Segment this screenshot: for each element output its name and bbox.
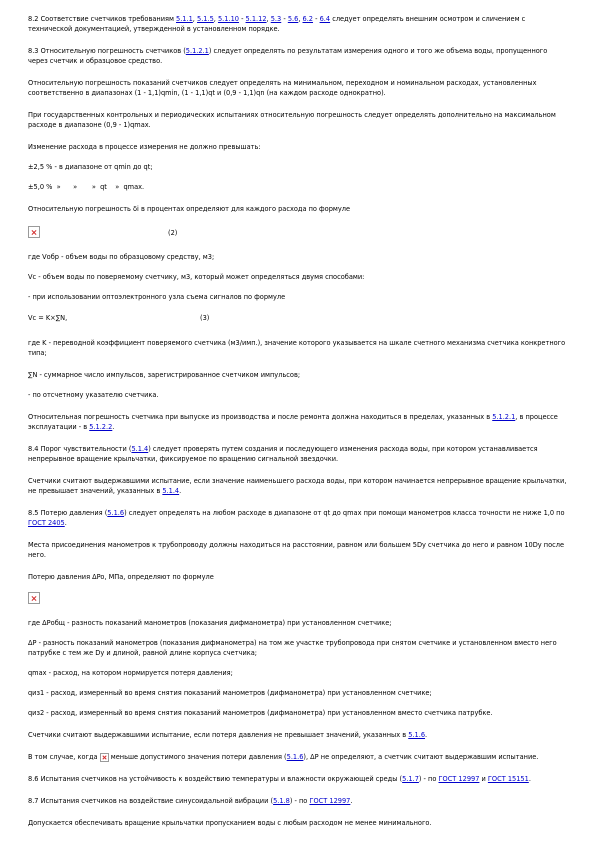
paragraph-v-obr: где Vобр - объем воды по образцовому средству, м3;: [28, 253, 215, 261]
link-5-1-8[interactable]: 5.1.8: [273, 797, 290, 805]
paragraph-tolerance-2: ±5,0 % » » » qt » qmax.: [28, 183, 145, 191]
link-gost-12997[interactable]: ГОСТ 12997: [438, 775, 480, 783]
link-5-1-1[interactable]: 5.1.1: [176, 15, 193, 23]
formula-2-row: [28, 226, 568, 240]
paragraph-v-c: Vc - объем воды по поверяемому счетчику, м3, который может определяться двумя способами:: [28, 273, 365, 281]
paragraph-tolerance-1: ±2,5 % - в диапазоне от qmin до qt;: [28, 163, 153, 171]
link-5-1-4[interactable]: 5.1.4: [131, 445, 149, 453]
formula-number: (2): [168, 229, 178, 237]
formula-number: (3): [200, 314, 210, 322]
paragraph-8-7: 8.7 Испытания счетчиков на воздействие синусоидальной вибрации (5.1.8) - по ГОСТ 12997.: [28, 797, 353, 805]
link-gost-12997[interactable]: ГОСТ 12997: [309, 797, 351, 805]
broken-image-icon: [28, 226, 40, 238]
document-page: [28, 14, 568, 840]
paragraph-flow-change: Изменение расхода в процессе измерения не должно превышать:: [28, 143, 261, 151]
paragraph-indicator: - по отсчетному указателю счетчика.: [28, 391, 159, 399]
paragraph-manometer-placement: Места присоединения манометров к трубопроводу должны находиться на расстоянии, равном или большем 5Dу счетчика до него и равном 10Dу после него.: [28, 541, 565, 559]
link-5-1-6[interactable]: 5.1.6: [408, 731, 426, 739]
paragraph-formula-intro: Относительную погрешность δi в процентах определяют для каждого расхода по формуле: [28, 205, 351, 213]
link-5-1-12[interactable]: 5.1.12: [245, 15, 267, 23]
link-5-3[interactable]: 5.3: [270, 15, 282, 23]
link-5-1-2-1[interactable]: 5.1.2.1: [492, 413, 516, 421]
paragraph-sensitivity-pass: Счетчики считают выдержавшими испытание, если значение наименьшего расхода воды, при котором начинается непрерывное вращение крыльчатки, не превышает значений, указанных в 5.1.4.: [28, 477, 567, 495]
paragraph-q-iz1: qиз1 - расход, измеренный во время снятия показаний манометров (дифманометра) при установленном счетчике;: [28, 689, 432, 697]
link-5-1-6[interactable]: 5.1.6: [107, 509, 125, 517]
link-5-1-2-2[interactable]: 5.1.2.2: [89, 423, 113, 431]
paragraph-q-iz2: qиз2 - расход, измеренный во время снятия показаний манометров (дифманометра) при установленном вместо счетчика патрубке.: [28, 709, 493, 717]
paragraph-state-tests: При государственных контрольных и периодических испытаниях относительную погрешность следует определять дополнительно на максимальном расходе в диапазоне (0,9 - 1)qmax.: [28, 111, 556, 129]
paragraph-rotation-note: Допускается обеспечивать вращение крыльчатки пропусканием воды с любым расходом не менее минимального.: [28, 819, 432, 827]
paragraph-sum-n: ∑N - суммарное число импульсов, зарегистрированное счетчиком импульсов;: [28, 371, 301, 379]
paragraph-8-2: 8.2 Соответствие счетчиков требованиям 5.1.1, 5.1.5, 5.1.10 - 5.1.12, 5.3 - 5.6, 6.2 - 6.4 следует определять внешним осмотром и сличением с технической документацией, утвержденной в установленном порядке.: [28, 15, 526, 33]
paragraph-dp: ΔP - разность показаний манометров (показания дифманометра) на том же участке трубопровода при снятом счетчике и установленном вместо него патрубке с тем же Dу и длиной, равной длине корпуса счетчика;: [28, 639, 557, 657]
link-5-6[interactable]: 5.6: [287, 15, 299, 23]
paragraph-pressure-case: В том случае, когда меньше допустимого значения потери давления (5.1.6), ΔP не определяют, а счетчик считают выдержавшим испытание.: [28, 753, 539, 761]
formula-3-text: Vc = K×∑N,: [28, 314, 68, 322]
paragraph-relative-error: Относительную погрешность показаний счетчиков следует определять на минимальном, переходном и номинальном расходах, установленных соответственно в диапазонах (1 - 1,1)qmin, (1 - 1,1)qt и (0,9 - 1,1)qn (на каждом расходе однократно).: [28, 79, 537, 97]
paragraph-pressure-pass: Счетчики считают выдержавшими испытание, если потеря давления не превышает значений, указанных в 5.1.6.: [28, 731, 428, 739]
formula-4-row: [28, 592, 568, 606]
broken-image-icon: [28, 592, 40, 604]
paragraph-dp-total: где ΔPобщ - разность показаний манометров (показания дифманометра) при установленном счетчике;: [28, 619, 392, 627]
formula-3-row: [28, 312, 568, 326]
paragraph-8-6: 8.6 Испытания счетчиков на устойчивость к воздействию температуры и влажности окружающей среды (5.1.7) - по ГОСТ 12997 и ГОСТ 15151.: [28, 775, 531, 783]
link-gost-15151[interactable]: ГОСТ 15151: [487, 775, 529, 783]
paragraph-8-3: 8.3 Относительную погрешность счетчиков (5.1.2.1) следует определять по результатам измерения одного и того же объема воды, пропущенного через счетчик и образцовое средство.: [28, 47, 548, 65]
link-5-1-10[interactable]: 5.1.10: [217, 15, 239, 23]
link-gost-2405[interactable]: ГОСТ 2405: [28, 519, 65, 527]
paragraph-qmax: qmax - расход, на котором нормируется потеря давления;: [28, 669, 233, 677]
link-5-1-7[interactable]: 5.1.7: [402, 775, 419, 783]
paragraph-optoelectronic: - при использовании оптоэлектронного узла съема сигналов по формуле: [28, 293, 286, 301]
paragraph-k-coef: где K - переводной коэффициент поверяемого счетчика (м3/имп.), значение которого указывается на шкале счетного механизма счетчика конкретного типа;: [28, 339, 566, 357]
paragraph-error-limits: Относительная погрешность счетчика при выпуске из производства и после ремонта должна находиться в пределах, указанных в 5.1.2.1, в процессе эксплуатации - в 5.1.2.2.: [28, 413, 558, 431]
link-6-4[interactable]: 6.4: [319, 15, 331, 23]
link-5-1-2-1[interactable]: 5.1.2.1: [185, 47, 209, 55]
paragraph-8-5: 8.5 Потерю давления (5.1.6) следует определять на любом расходе в диапазоне от qt до qmax при помощи манометров класса точности не ниже 1,0 по ГОСТ 2405.: [28, 509, 565, 527]
link-5-1-6[interactable]: 5.1.6: [286, 753, 304, 761]
link-5-1-4[interactable]: 5.1.4: [162, 487, 180, 495]
paragraph-8-4: 8.4 Порог чувствительности (5.1.4) следует проверять путем создания и последующего изменения расхода воды, при котором устанавливается непрерывное вращение крыльчатки, фиксируемое по вращению сигнальной звездочки.: [28, 445, 538, 463]
link-6-2[interactable]: 6.2: [302, 15, 314, 23]
broken-image-icon: [100, 753, 109, 762]
link-5-1-5[interactable]: 5.1.5: [197, 15, 214, 23]
paragraph-pressure-formula-intro: Потерю давления ΔPo, МПа, определяют по формуле: [28, 573, 214, 581]
